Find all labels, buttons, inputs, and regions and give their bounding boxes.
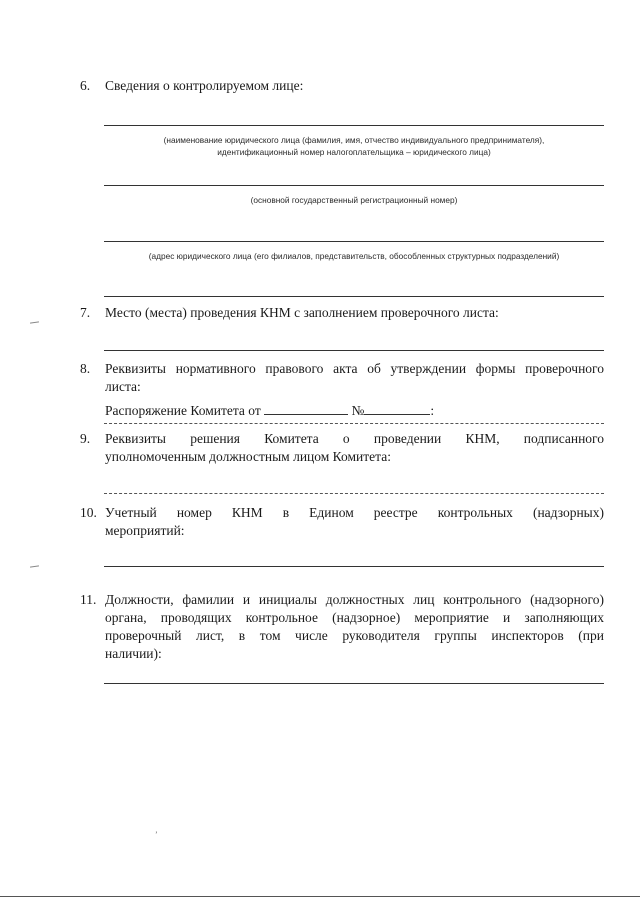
section-8-line1: Реквизиты нормативного правового акта об утверждении формы проверочного: [105, 361, 604, 376]
section-6-heading: Сведения о контролируемом лице:: [105, 78, 304, 93]
caption-address: (адрес юридического лица (его филиалов, представительств, обособленных структурных подразделений): [148, 251, 560, 261]
registry-number-line[interactable]: [104, 566, 604, 567]
section-7-number: 7.: [80, 305, 91, 320]
order-number-field[interactable]: [364, 402, 430, 415]
ogrn-line[interactable]: [104, 185, 604, 186]
section-11-number: 11.: [80, 592, 97, 607]
page-bottom-edge: [0, 896, 640, 897]
section-10-line1: Учетный номер КНМ в Едином реестре контрольных (надзорных): [105, 505, 604, 520]
caption-name-line1: (наименование юридического лица (фамилия, имя, отчество индивидуального предпринимателя),: [163, 135, 545, 145]
address-line-2[interactable]: [104, 296, 604, 297]
caption-ogrn: (основной государственный регистрационный номер): [250, 195, 458, 205]
section-9-number: 9.: [80, 431, 91, 446]
section-8-line2: листа:: [105, 379, 141, 394]
section-8-separator: [104, 423, 604, 424]
section-9-line2: уполномоченным должностным лицом Комитета:: [105, 449, 391, 464]
section-11-line3: проверочный лист, в том числе руководителя группы инспекторов (при: [105, 628, 604, 643]
controlled-person-name-line[interactable]: [104, 125, 604, 126]
order-number-sign: №: [351, 403, 365, 418]
section-11-line4: наличии):: [105, 646, 162, 661]
section-10-line2: мероприятий:: [105, 523, 185, 538]
section-10-number: 10.: [80, 505, 97, 520]
inspectors-line[interactable]: [104, 683, 604, 684]
knm-place-line[interactable]: [104, 350, 604, 351]
section-6-number: 6.: [80, 78, 91, 93]
caption-name-line2: идентификационный номер налогоплательщика – юридического лица): [217, 147, 491, 157]
section-8-number: 8.: [80, 361, 91, 376]
margin-mark: [30, 565, 39, 567]
section-7-heading: Место (места) проведения КНМ с заполнением проверочного листа:: [105, 305, 499, 320]
order-suffix: :: [430, 403, 435, 418]
order-date-field[interactable]: [264, 402, 348, 415]
order-requisites: [105, 402, 434, 420]
order-prefix: Распоряжение Комитета от: [105, 403, 261, 418]
section-11-line1: Должности, фамилии и инициалы должностных лиц контрольного (надзорного): [105, 592, 604, 607]
address-line[interactable]: [104, 241, 604, 242]
section-11-line2: органа, проводящих контрольное (надзорное) мероприятие и заполняющих: [105, 610, 604, 625]
decision-requisites-line[interactable]: [104, 493, 604, 494]
margin-mark: [30, 321, 39, 323]
scan-speck: ʼ: [155, 830, 158, 839]
section-9-line1: Реквизиты решения Комитета о проведении КНМ, подписанного: [105, 431, 604, 446]
